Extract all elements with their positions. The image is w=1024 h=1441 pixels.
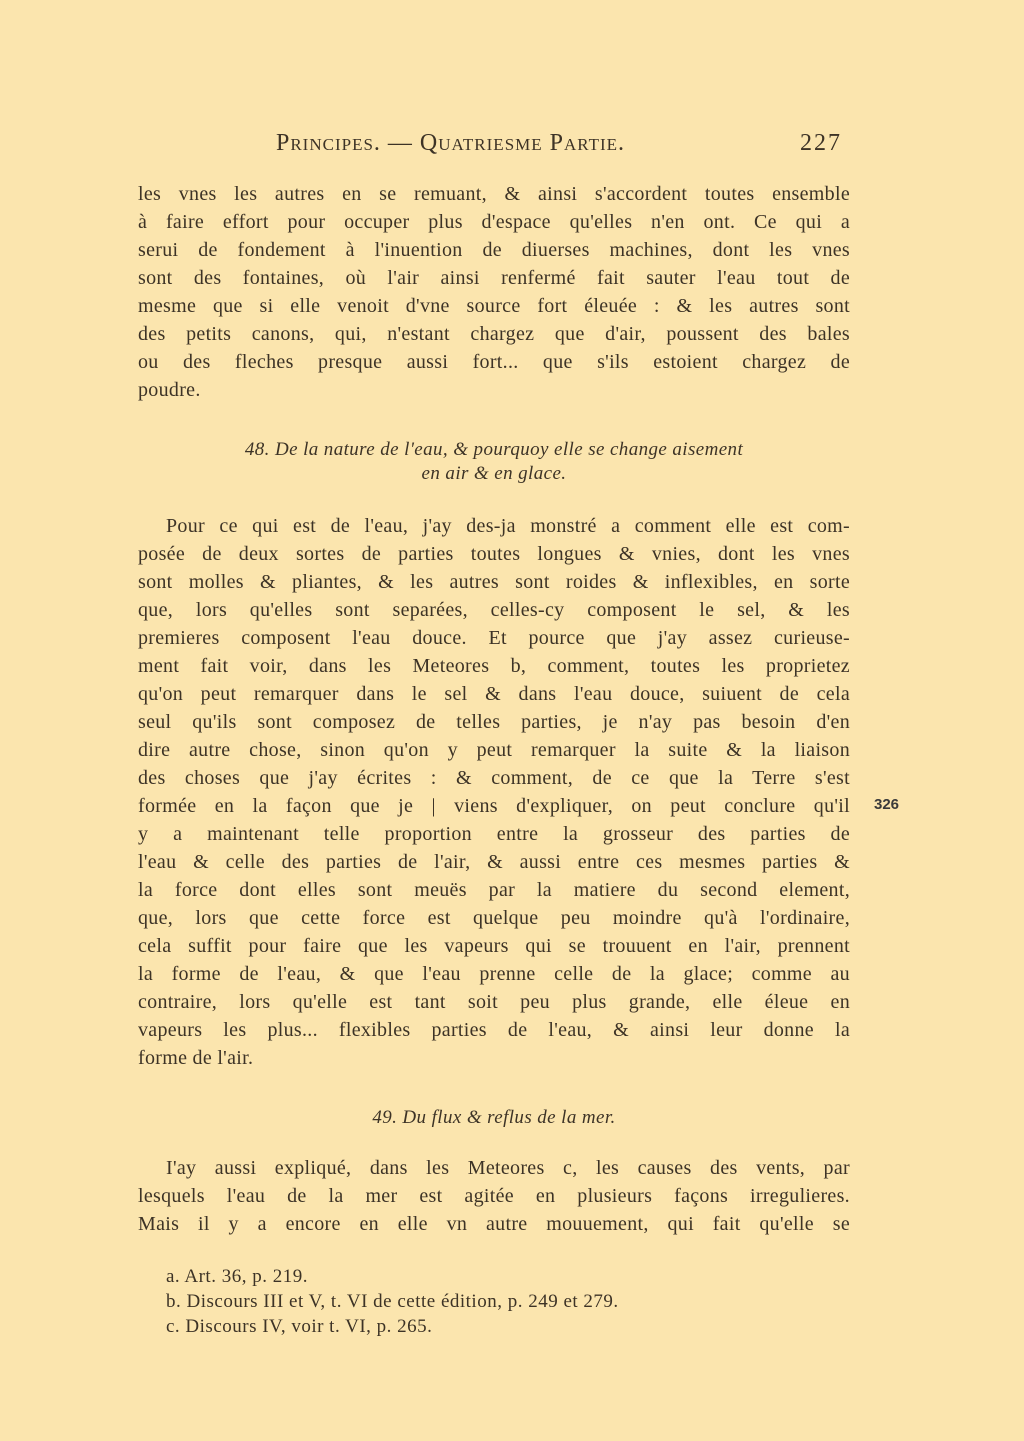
text-line: ment fait voir, dans les Meteores b, comment, toutes les proprietez	[138, 655, 850, 677]
text-line: forme de l'air.	[138, 1047, 254, 1069]
text-line: la forme de l'eau, & que l'eau prenne celle de la glace; comme au	[138, 963, 850, 985]
text-line: des choses que j'ay écrites : & comment, de ce que la Terre s'est	[138, 767, 850, 789]
footnote: a. Art. 36, p. 219.	[166, 1266, 308, 1287]
text-line: les vnes les autres en se remuant, & ainsi s'accordent toutes ensemble	[138, 183, 850, 205]
heading-line: en air & en glace.	[421, 463, 567, 484]
section-heading-49: 49. Du flux & reflus de la mer.	[372, 1107, 616, 1128]
text-line: poudre.	[138, 379, 201, 401]
text-line: la force dont elles sont meuës par la matiere du second element,	[138, 879, 850, 901]
paragraph-continuation	[138, 180, 850, 404]
text-line: lesquels l'eau de la mer est agitée en plusieurs façons irregulieres.	[138, 1185, 850, 1207]
text-line: vapeurs les plus... flexibles parties de l'eau, & ainsi leur donne la	[138, 1019, 850, 1041]
text-line: Pour ce qui est de l'eau, j'ay des-ja monstré a comment elle est com-	[166, 515, 850, 537]
text-line: contraire, lors qu'elle est tant soit peu plus grande, elle éleue en	[138, 991, 850, 1013]
text-line: posée de deux sortes de parties toutes longues & vnies, dont les vnes	[138, 543, 850, 565]
section-heading-48	[138, 438, 850, 486]
text-line: formée en la façon que je | viens d'expliquer, on peut conclure qu'il	[138, 795, 850, 817]
text-line: serui de fondement à l'inuention de diuerses machines, dont les vnes	[138, 239, 850, 261]
text-line: Mais il y a encore en elle vn autre mouuement, qui fait qu'elle se	[138, 1213, 850, 1235]
margin-page-number: 326	[874, 796, 900, 813]
text-line: des petits canons, qui, n'estant chargez que d'air, poussent des bales	[138, 323, 850, 345]
heading-line: 48. De la nature de l'eau, & pourquoy elle se change aisement	[244, 439, 744, 460]
footnote: b. Discours III et V, t. VI de cette édition, p. 249 et 279.	[166, 1291, 619, 1312]
text-line: I'ay aussi expliqué, dans les Meteores c, les causes des vents, par	[166, 1157, 850, 1179]
text-line: que, lors qu'elles sont separées, celles-cy composent le sel, & les	[138, 599, 850, 621]
text-line: que, lors que cette force est quelque peu moindre qu'à l'ordinaire,	[138, 907, 850, 929]
text-line: l'eau & celle des parties de l'air, & aussi entre ces mesmes parties &	[138, 851, 850, 873]
paragraph-49	[138, 1154, 850, 1238]
text-line: qu'on peut remarquer dans le sel & dans l'eau douce, suiuent de cela	[138, 683, 850, 705]
paragraph-48	[138, 512, 850, 1072]
text-line: y a maintenant telle proportion entre la grosseur des parties de	[138, 823, 850, 845]
text-line: ou des fleches presque aussi fort... que s'ils estoient chargez de	[138, 351, 850, 373]
text-line: mesme que si elle venoit d'vne source fort éleuée : & les autres sont	[138, 295, 850, 317]
running-title: Principes. — Quatriesme Partie.	[276, 130, 626, 156]
text-line: premieres composent l'eau douce. Et pource que j'ay assez curieuse-	[138, 627, 850, 649]
running-header	[138, 130, 850, 164]
footnotes	[166, 1264, 619, 1339]
text-line: cela suffit pour faire que les vapeurs qui se trouuent en l'air, prennent	[138, 935, 850, 957]
text-line: sont molles & pliantes, & les autres sont roides & inflexibles, en sorte	[138, 571, 850, 593]
footnote: c. Discours IV, voir t. VI, p. 265.	[166, 1316, 433, 1337]
text-line: seul qu'ils sont composez de telles parties, je n'ay pas besoin d'en	[138, 711, 850, 733]
page-number: 227	[800, 130, 842, 156]
text-line: dire autre chose, sinon qu'on y peut remarquer la suite & la liaison	[138, 739, 850, 761]
text-line: à faire effort pour occuper plus d'espace qu'elles n'en ont. Ce qui a	[138, 211, 850, 233]
text-line: sont des fontaines, où l'air ainsi renfermé fait sauter l'eau tout de	[138, 267, 850, 289]
